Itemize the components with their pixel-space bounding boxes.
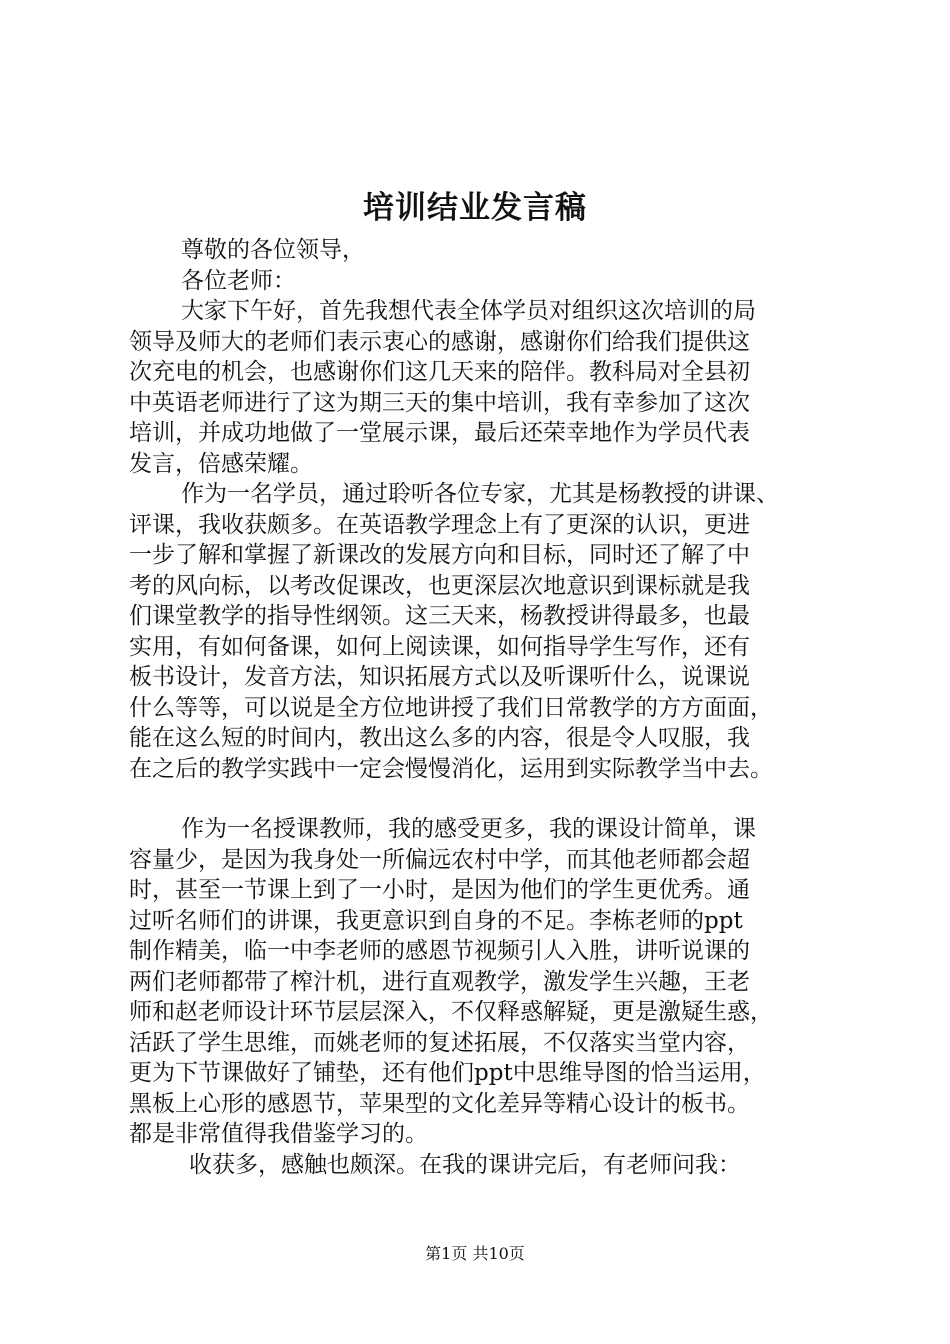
paragraph-line: 次充电的机会，也感谢你们这几天来的陪伴。教科局对全县初 [129, 359, 750, 385]
paragraph-line: 一步了解和掌握了新课改的发展方向和目标，同时还了解了中 [129, 542, 750, 568]
paragraph-line: 更为下节课做好了铺垫，还有他们ppt中思维导图的恰当运用， [129, 1060, 766, 1086]
paragraph-line: 能在这么短的时间内，教出这么多的内容，很是令人叹服，我 [129, 725, 750, 751]
paragraph-line: 过听名师们的讲课，我更意识到自身的不足。李栋老师的ppt [129, 907, 743, 934]
paragraph-line: 黑板上心形的感恩节，苹果型的文化差异等精心设计的板书。 [129, 1090, 750, 1117]
paragraph-line: 考的风向标，以考改促课改，也更深层次地意识到课标就是我 [129, 572, 750, 599]
paragraph-line: 都是非常值得我借鉴学习的。 [129, 1121, 428, 1147]
paragraph-line: 容量少，是因为我身处一所偏远农村中学，而其他老师都会超 [129, 846, 750, 873]
salutation-line: 各位老师： [181, 267, 296, 294]
document-title: 培训结业发言稿 [363, 190, 587, 226]
paragraph-line: 们课堂教学的指导性纲领。这三天来，杨教授讲得最多，也最 [129, 603, 750, 629]
paragraph-line: 活跃了学生思维，而姚老师的复述拓展，不仅落实当堂内容， [129, 1029, 750, 1056]
paragraph-line: 制作精美，临一中李老师的感恩节视频引人入胜，讲听说课的 [129, 938, 750, 964]
paragraph-line: 收获多，感触也颇深。在我的课讲完后，有老师问我： [189, 1151, 741, 1178]
document-body [129, 235, 849, 1180]
paragraph-gap [129, 784, 849, 814]
paragraph-line: 领导及师大的老师们表示衷心的感谢，感谢你们给我们提供这 [129, 328, 750, 355]
salutation-line: 尊敬的各位领导， [181, 237, 365, 263]
paragraph-line: 板书设计，发音方法，知识拓展方式以及听课听什么，说课说 [129, 664, 750, 690]
page-number-footer: 第1页 共10页 [425, 1244, 525, 1263]
paragraph-line: 师和赵老师设计环节层层深入，不仅释惑解疑，更是激疑生惑， [129, 999, 773, 1025]
paragraph-line: 什么等等，可以说是全方位地讲授了我们日常教学的方方面面， [129, 694, 773, 721]
paragraph-line: 在之后的教学实践中一定会慢慢消化，运用到实际教学当中去。 [129, 755, 773, 782]
paragraph-line: 时，甚至一节课上到了一小时，是因为他们的学生更优秀。通 [129, 877, 750, 903]
paragraph-line: 评课，我收获颇多。在英语教学理念上有了更深的认识，更进 [129, 511, 750, 538]
paragraph-line: 实用，有如何备课，如何上阅读课，如何指导学生写作，还有 [129, 633, 750, 660]
paragraph-line: 作为一名学员，通过聆听各位专家，尤其是杨教授的讲课、 [181, 481, 779, 507]
paragraph-line: 大家下午好，首先我想代表全体学员对组织这次培训的局 [181, 298, 756, 324]
paragraph-line: 培训，并成功地做了一堂展示课，最后还荣幸地作为学员代表 [129, 420, 750, 446]
paragraph-line: 发言，倍感荣耀。 [129, 450, 313, 477]
paragraph-line: 两们老师都带了榨汁机，进行直观教学，激发学生兴趣，王老 [129, 968, 750, 995]
paragraph-line: 中英语老师进行了这为期三天的集中培训，我有幸参加了这次 [129, 389, 750, 416]
paragraph-line: 作为一名授课教师，我的感受更多，我的课设计简单，课 [181, 816, 756, 842]
